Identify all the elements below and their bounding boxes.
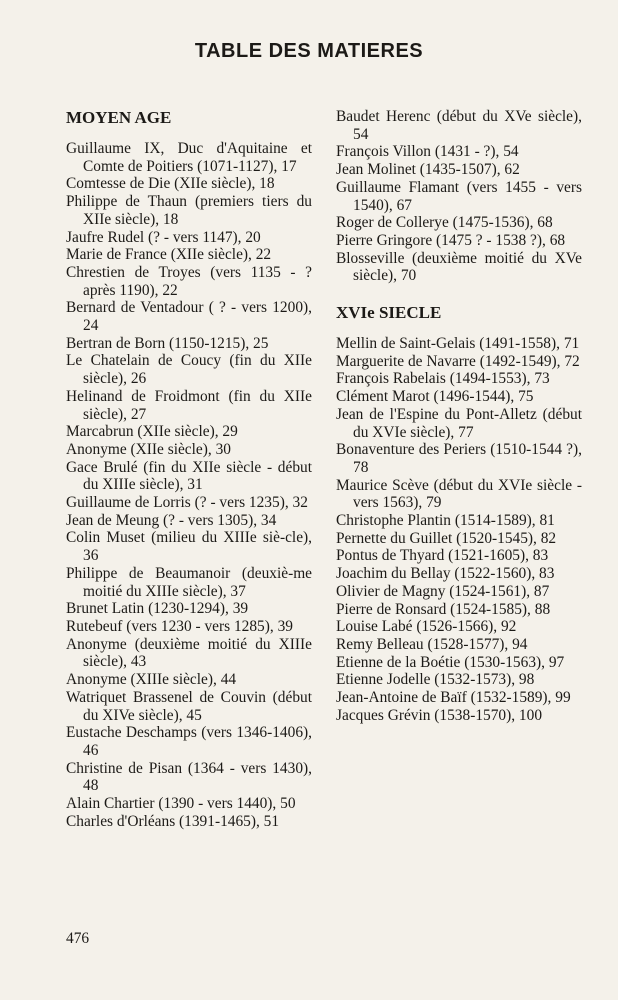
toc-entry: Rutebeuf (vers 1230 - vers 1285), 39	[66, 617, 293, 635]
toc-entry: Olivier de Magny (1524-1561), 87	[336, 582, 550, 600]
toc-entry: Joachim du Bellay (1522-1560), 83	[336, 565, 555, 583]
toc-entry: Jean-Antoine de Baïf (1532-1589), 99	[336, 689, 571, 707]
toc-entry: Charles d'Orléans (1391-1465), 51	[66, 812, 280, 830]
right-entry-list	[336, 335, 582, 724]
toc-entry: Christophe Plantin (1514-1589), 81	[336, 512, 555, 530]
toc-entry: Guillaume IX, Duc d'Aquitaine et Comte de Poitiers (1071-1127), 17	[66, 140, 312, 175]
toc-entry: Helinand de Froidmont (fin du XIIe siècle), 27	[66, 387, 312, 423]
toc-entry: Bonaventure des Periers (1510-1544 ?), 78	[336, 441, 582, 476]
toc-entry: Philippe de Beaumanoir (deuxiè-me moitié du XIIIe siècle), 37	[66, 564, 312, 600]
toc-entry: Guillaume de Lorris (? - vers 1235), 32	[66, 494, 308, 512]
toc-entry: Eustache Deschamps (vers 1346-1406), 46	[66, 724, 312, 759]
toc-entry: Maurice Scève (début du XVIe siècle - vers 1563), 79	[336, 476, 582, 512]
toc-entry: Comtesse de Die (XIIe siècle), 18	[66, 175, 275, 193]
toc-entry: Marie de France (XIIe siècle), 22	[66, 246, 272, 264]
toc-entry: Mellin de Saint-Gelais (1491-1558), 71	[336, 335, 580, 353]
toc-entry: Clément Marot (1496-1544), 75	[336, 388, 534, 406]
page-number: 476	[66, 930, 90, 947]
toc-entry: Marguerite de Navarre (1492-1549), 72	[336, 352, 580, 370]
toc-entry: Watriquet Brassenel de Couvin (début du XIVe siècle), 45	[66, 688, 312, 724]
toc-entry: Anonyme (XIIe siècle), 30	[66, 440, 231, 458]
page-title: TABLE DES MATIERES	[194, 40, 424, 62]
toc-entry: Philippe de Thaun (premiers tiers du XIIe siècle), 18	[66, 193, 312, 228]
toc-entry: Blosseville (deuxième moitié du XVe siècle), 70	[336, 249, 582, 285]
toc-entry: Colin Muset (milieu du XIIIe siè-cle), 36	[66, 529, 312, 565]
toc-entry: Jean de l'Espine du Pont-Alletz (début du XVIe siècle), 77	[336, 405, 582, 441]
toc-entry: Louise Labé (1526-1566), 92	[336, 618, 517, 636]
toc-entry: Anonyme (deuxième moitié du XIIIe siècle), 43	[66, 635, 312, 671]
section-heading-xvie-siecle: XVIe SIECLE	[336, 303, 442, 323]
toc-entry: François Villon (1431 - ?), 54	[336, 143, 519, 161]
toc-entry: Guillaume Flamant (vers 1455 - vers 1540), 67	[336, 178, 582, 214]
toc-entry: Pontus de Thyard (1521-1605), 83	[336, 547, 549, 565]
left-column	[66, 108, 312, 830]
toc-entry: François Rabelais (1494-1553), 73	[336, 370, 550, 388]
right-entry-list-top	[336, 108, 582, 285]
toc-entry: Chrestien de Troyes (vers 1135 - ? après 1190), 22	[66, 263, 312, 299]
toc-entry: Brunet Latin (1230-1294), 39	[66, 600, 249, 618]
toc-entry: Jean de Meung (? - vers 1305), 34	[66, 511, 277, 529]
toc-entry: Baudet Herenc (début du XVe siècle), 54	[336, 108, 582, 143]
toc-entry: Jaufre Rudel (? - vers 1147), 20	[66, 228, 261, 246]
toc-entry: Gace Brulé (fin du XIIe siècle - début du XIIIe siècle), 31	[66, 458, 312, 494]
toc-entry: Jean Molinet (1435-1507), 62	[336, 161, 520, 179]
left-entry-list	[66, 140, 312, 830]
toc-entry: Pernette du Guillet (1520-1545), 82	[336, 529, 557, 547]
toc-entry: Jacques Grévin (1538-1570), 100	[336, 706, 543, 724]
toc-entry: Roger de Collerye (1475-1536), 68	[336, 214, 553, 232]
toc-entry: Bernard de Ventadour ( ? - vers 1200), 24	[66, 299, 312, 335]
toc-entry: Pierre Gringore (1475 ? - 1538 ?), 68	[336, 231, 566, 249]
right-column	[336, 108, 582, 725]
toc-entry: Etienne de la Boétie (1530-1563), 97	[336, 653, 565, 671]
toc-entry: Anonyme (XIIIe siècle), 44	[66, 671, 237, 689]
toc-entry: Marcabrun (XIIe siècle), 29	[66, 423, 238, 441]
toc-entry: Remy Belleau (1528-1577), 94	[336, 635, 528, 653]
toc-entry: Bertran de Born (1150-1215), 25	[66, 334, 269, 352]
toc-entry: Le Chatelain de Coucy (fin du XIIe siècle), 26	[66, 352, 312, 388]
toc-entry: Alain Chartier (1390 - vers 1440), 50	[66, 795, 296, 813]
toc-entry: Etienne Jodelle (1532-1573), 98	[336, 671, 535, 689]
toc-entry: Christine de Pisan (1364 - vers 1430), 48	[66, 759, 312, 795]
toc-entry: Pierre de Ronsard (1524-1585), 88	[336, 600, 551, 618]
section-heading-moyen-age: MOYEN AGE	[66, 108, 172, 127]
